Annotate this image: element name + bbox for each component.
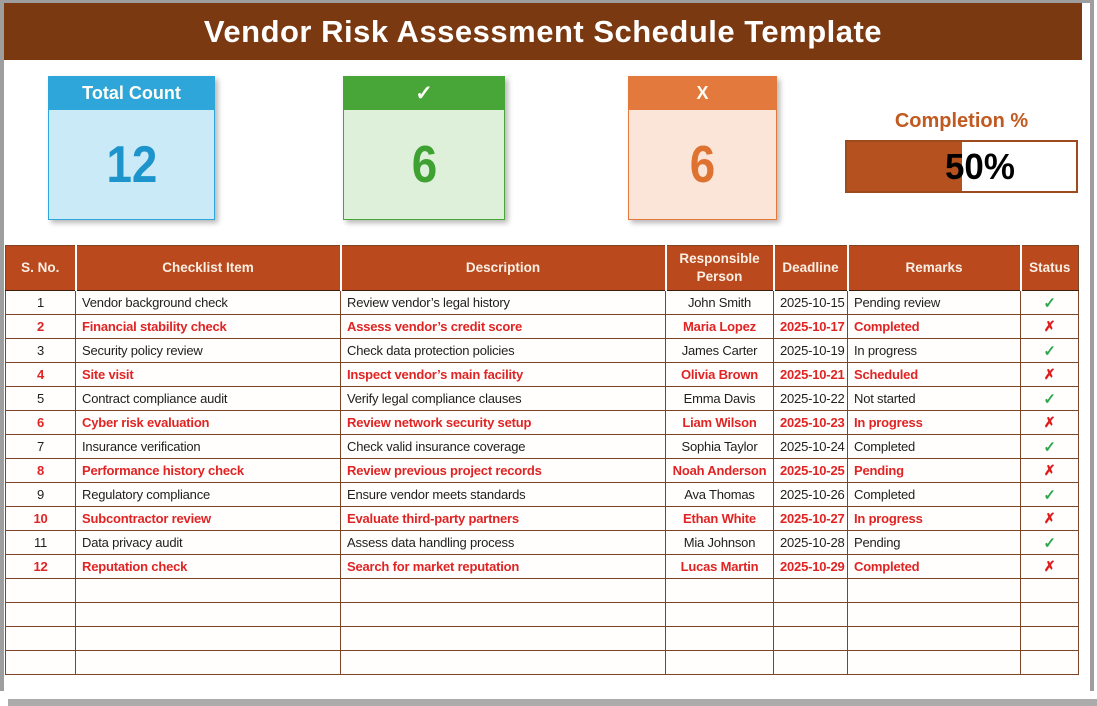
status-cell[interactable] (1021, 603, 1079, 627)
status-cross-icon[interactable]: ✗ (1021, 555, 1079, 579)
checklist-item-cell[interactable]: Site visit (76, 363, 341, 387)
remarks-cell[interactable]: Pending (848, 531, 1021, 555)
remarks-cell[interactable] (848, 603, 1021, 627)
remarks-cell[interactable] (848, 651, 1021, 675)
checklist-item-cell[interactable] (76, 579, 341, 603)
description-cell[interactable]: Ensure vendor meets standards (341, 483, 666, 507)
column-header-description: Description (341, 246, 666, 291)
checklist-item-cell[interactable]: Regulatory compliance (76, 483, 341, 507)
status-cross-icon[interactable]: ✗ (1021, 315, 1079, 339)
empty-table-row (6, 651, 1079, 675)
description-cell[interactable]: Check data protection policies (341, 339, 666, 363)
table-row (6, 339, 1079, 363)
remarks-cell[interactable]: Not started (848, 387, 1021, 411)
sno-cell[interactable] (6, 627, 76, 651)
remarks-cell[interactable] (848, 627, 1021, 651)
sno-cell[interactable]: 4 (6, 363, 76, 387)
checklist-item-cell[interactable]: Security policy review (76, 339, 341, 363)
remarks-cell[interactable]: Completed (848, 315, 1021, 339)
checklist-item-cell[interactable]: Subcontractor review (76, 507, 341, 531)
column-header-remarks: Remarks (848, 246, 1021, 291)
completion-percent-value: 50% (944, 145, 1015, 187)
completed-count-value: 6 (411, 135, 437, 194)
checklist-item-cell[interactable]: Reputation check (76, 555, 341, 579)
table-row (6, 315, 1079, 339)
responsible-person-cell[interactable]: Ethan White (666, 507, 774, 531)
description-cell[interactable] (341, 603, 666, 627)
table-row (6, 411, 1079, 435)
sno-cell[interactable]: 8 (6, 459, 76, 483)
description-cell[interactable] (341, 651, 666, 675)
total-count-label: Total Count (48, 76, 215, 110)
description-cell[interactable]: Review network security setup (341, 411, 666, 435)
responsible-person-cell[interactable]: James Carter (666, 339, 774, 363)
empty-table-row (6, 579, 1079, 603)
deadline-cell[interactable]: 2025-10-23 (774, 411, 848, 435)
deadline-cell[interactable]: 2025-10-26 (774, 483, 848, 507)
table-row (6, 459, 1079, 483)
deadline-cell[interactable]: 2025-10-15 (774, 291, 848, 315)
deadline-cell[interactable]: 2025-10-21 (774, 363, 848, 387)
remarks-cell[interactable]: Pending (848, 459, 1021, 483)
sno-cell[interactable]: 2 (6, 315, 76, 339)
responsible-person-cell[interactable] (666, 627, 774, 651)
sno-cell[interactable] (6, 603, 76, 627)
status-cross-icon[interactable]: ✗ (1021, 363, 1079, 387)
remarks-cell[interactable]: Completed (848, 555, 1021, 579)
remarks-cell[interactable]: Completed (848, 435, 1021, 459)
responsible-person-cell[interactable]: Noah Anderson (666, 459, 774, 483)
deadline-cell[interactable] (774, 603, 848, 627)
page-title: Vendor Risk Assessment Schedule Template (203, 13, 883, 49)
description-cell[interactable]: Assess data handling process (341, 531, 666, 555)
risk-assessment-table (5, 245, 1079, 675)
checklist-item-cell[interactable]: Vendor background check (76, 291, 341, 315)
deadline-cell[interactable] (774, 579, 848, 603)
checklist-item-cell[interactable] (76, 651, 341, 675)
column-header-checklist: Checklist Item (76, 246, 341, 291)
deadline-cell[interactable] (774, 627, 848, 651)
responsible-person-cell[interactable]: Mia Johnson (666, 531, 774, 555)
completion-percent-label: Completion % (894, 110, 1029, 132)
status-check-icon[interactable]: ✓ (1021, 339, 1079, 363)
column-header-deadline: Deadline (774, 246, 848, 291)
empty-table-row (6, 627, 1079, 651)
status-cross-icon[interactable]: ✗ (1021, 459, 1079, 483)
description-cell[interactable]: Assess vendor’s credit score (341, 315, 666, 339)
checklist-item-cell[interactable]: Contract compliance audit (76, 387, 341, 411)
title-bar (4, 3, 1082, 60)
checklist-item-cell[interactable]: Insurance verification (76, 435, 341, 459)
pending-count-value: 6 (689, 135, 716, 194)
sno-cell[interactable]: 11 (6, 531, 76, 555)
deadline-cell[interactable]: 2025-10-24 (774, 435, 848, 459)
deadline-cell[interactable]: 2025-10-29 (774, 555, 848, 579)
table-row (6, 387, 1079, 411)
responsible-person-cell[interactable]: Lucas Martin (666, 555, 774, 579)
sno-cell[interactable]: 12 (6, 555, 76, 579)
description-cell[interactable]: Review previous project records (341, 459, 666, 483)
status-check-icon[interactable]: ✓ (1021, 531, 1079, 555)
description-cell[interactable]: Review vendor’s legal history (341, 291, 666, 315)
table-row (6, 531, 1079, 555)
sno-cell[interactable]: 1 (6, 291, 76, 315)
sno-cell[interactable]: 9 (6, 483, 76, 507)
table-header-row (6, 246, 1079, 291)
table-row (6, 555, 1079, 579)
status-check-icon[interactable]: ✓ (1021, 291, 1079, 315)
status-check-icon[interactable]: ✓ (1021, 387, 1079, 411)
responsible-person-cell[interactable] (666, 651, 774, 675)
cross-icon: X (628, 76, 777, 110)
deadline-cell[interactable]: 2025-10-19 (774, 339, 848, 363)
check-icon: ✓ (343, 76, 505, 110)
total-count-value: 12 (106, 135, 157, 194)
deadline-cell[interactable]: 2025-10-25 (774, 459, 848, 483)
description-cell[interactable] (341, 579, 666, 603)
remarks-cell[interactable]: In progress (848, 507, 1021, 531)
description-cell[interactable] (341, 627, 666, 651)
responsible-person-cell[interactable] (666, 579, 774, 603)
status-check-icon[interactable]: ✓ (1021, 435, 1079, 459)
responsible-person-cell[interactable]: Sophia Taylor (666, 435, 774, 459)
empty-table-row (6, 603, 1079, 627)
status-cell[interactable] (1021, 627, 1079, 651)
table-row (6, 435, 1079, 459)
checklist-item-cell[interactable]: Cyber risk evaluation (76, 411, 341, 435)
sno-cell[interactable]: 3 (6, 339, 76, 363)
sno-cell[interactable]: 10 (6, 507, 76, 531)
checklist-item-cell[interactable]: Data privacy audit (76, 531, 341, 555)
description-cell[interactable]: Verify legal compliance clauses (341, 387, 666, 411)
sno-cell[interactable]: 6 (6, 411, 76, 435)
deadline-cell[interactable] (774, 651, 848, 675)
remarks-cell[interactable] (848, 579, 1021, 603)
deadline-cell[interactable]: 2025-10-27 (774, 507, 848, 531)
responsible-person-cell[interactable] (666, 603, 774, 627)
checklist-item-cell[interactable]: Performance history check (76, 459, 341, 483)
description-cell[interactable]: Evaluate third-party partners (341, 507, 666, 531)
remarks-cell[interactable]: In progress (848, 411, 1021, 435)
responsible-person-cell[interactable]: Maria Lopez (666, 315, 774, 339)
responsible-person-cell[interactable]: Emma Davis (666, 387, 774, 411)
checklist-item-cell[interactable] (76, 627, 341, 651)
status-cell[interactable] (1021, 579, 1079, 603)
remarks-cell[interactable]: Scheduled (848, 363, 1021, 387)
status-cross-icon[interactable]: ✗ (1021, 507, 1079, 531)
responsible-person-cell[interactable]: John Smith (666, 291, 774, 315)
column-header-status: Status (1021, 246, 1079, 291)
total-count-card (48, 76, 215, 220)
table-row (6, 363, 1079, 387)
status-cross-icon[interactable]: ✗ (1021, 411, 1079, 435)
deadline-cell[interactable]: 2025-10-28 (774, 531, 848, 555)
description-cell[interactable]: Search for market reputation (341, 555, 666, 579)
description-cell[interactable]: Check valid insurance coverage (341, 435, 666, 459)
completed-count-card (343, 76, 505, 220)
status-cell[interactable] (1021, 651, 1079, 675)
sno-cell[interactable] (6, 579, 76, 603)
deadline-cell[interactable]: 2025-10-17 (774, 315, 848, 339)
remarks-cell[interactable]: Completed (848, 483, 1021, 507)
status-check-icon[interactable]: ✓ (1021, 483, 1079, 507)
sno-cell[interactable] (6, 651, 76, 675)
responsible-person-cell[interactable]: Ava Thomas (666, 483, 774, 507)
description-cell[interactable]: Inspect vendor’s main facility (341, 363, 666, 387)
sno-cell[interactable]: 5 (6, 387, 76, 411)
responsible-person-cell[interactable]: Olivia Brown (666, 363, 774, 387)
responsible-person-cell[interactable]: Liam Wilson (666, 411, 774, 435)
column-header-person: Responsible Person (666, 246, 774, 291)
table-row (6, 507, 1079, 531)
sno-cell[interactable]: 7 (6, 435, 76, 459)
deadline-cell[interactable]: 2025-10-22 (774, 387, 848, 411)
column-header-sno: S. No. (6, 246, 76, 291)
checklist-item-cell[interactable] (76, 603, 341, 627)
pending-count-card (628, 76, 777, 220)
remarks-cell[interactable]: Pending review (848, 291, 1021, 315)
window-frame-bottom (8, 699, 1097, 706)
table-row (6, 483, 1079, 507)
checklist-item-cell[interactable]: Financial stability check (76, 315, 341, 339)
remarks-cell[interactable]: In progress (848, 339, 1021, 363)
completion-progress-bar (845, 140, 1078, 193)
window-frame-left (0, 0, 4, 691)
window-frame-right (1090, 0, 1094, 691)
table-body (6, 291, 1079, 675)
table-row (6, 291, 1079, 315)
